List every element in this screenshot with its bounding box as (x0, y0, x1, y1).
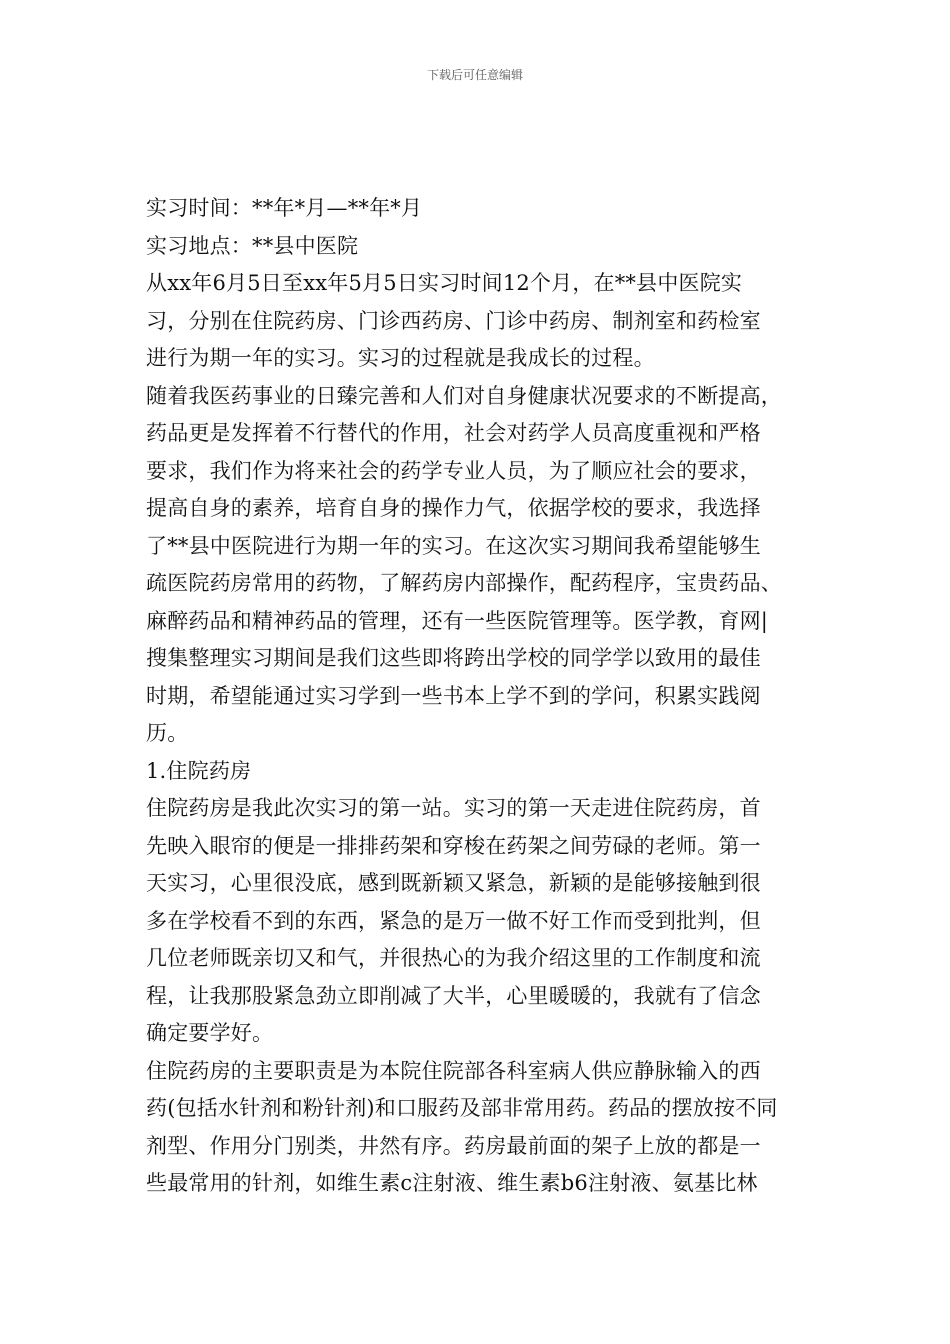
body-line: 搜集整理实习期间是我们这些即将跨出学校的同学学以致用的最佳 (146, 646, 761, 670)
body-line: 历。 (146, 721, 189, 745)
body-line: 提高自身的素养，培育自身的操作力气，依据学校的要求，我选择 (146, 496, 761, 520)
body-line: 要求，我们作为将来社会的药学专业人员，为了顺应社会的要求， (146, 458, 761, 483)
body-line: 剂型、作用分门别类，井然有序。药房最前面的架子上放的都是一 (146, 1133, 761, 1158)
body-line: 实习地点：**县中医院 (146, 233, 359, 258)
body-line: 进行为期一年的实习。实习的过程就是我成长的过程。 (146, 346, 655, 370)
body-line: 天实习，心里很没底，感到既新颖又紧急，新颖的是能够接触到很 (146, 871, 761, 895)
body-line: 疏医院药房常用的药物，了解药房内部操作，配药程序，宝贵药品、 (146, 571, 782, 595)
body-line: 从xx年6月5日至xx年5月5日实习时间12个月，在**县中医院实 (146, 271, 743, 295)
body-line: 习，分别在住院药房、门诊西药房、门诊中药房、制剂室和药检室 (146, 308, 761, 333)
body-line: 了**县中医院进行为期一年的实习。在这次实习期间我希望能够生 (146, 533, 761, 558)
body-line: 实习时间：**年*月—**年*月 (146, 196, 423, 220)
body-line: 多在学校看不到的东西，紧急的是万一做不好工作而受到批判，但 (146, 908, 761, 933)
body-line: 随着我医药事业的日臻完善和人们对自身健康状况要求的不断提高， (146, 383, 782, 408)
body-line: 几位老师既亲切又和气，并很热心的为我介绍这里的工作制度和流 (146, 946, 761, 970)
body-line: 药(包括水针剂和粉针剂)和口服药及部非常用药。药品的摆放按不同 (146, 1096, 778, 1120)
body-line: 麻醉药品和精神药品的管理，还有一些医院管理等。医学教，育网| (146, 608, 769, 633)
body-line: 些最常用的针剂，如维生素c注射液、维生素b6注射液、氨基比林 (146, 1171, 758, 1195)
section-heading: 1.住院药房 (146, 758, 252, 783)
document-body (146, 190, 806, 1203)
body-line: 住院药房是我此次实习的第一站。实习的第一天走进住院药房，首 (146, 796, 761, 820)
body-line: 确定要学好。 (146, 1021, 274, 1045)
body-line: 先映入眼帘的便是一排排药架和穿梭在药架之间劳碌的老师。第一 (146, 833, 761, 858)
body-line: 时期，希望能通过实习学到一些书本上学不到的学问，积累实践阅 (146, 683, 761, 708)
page-header-note: 下载后可任意编辑 (426, 68, 523, 82)
body-line: 药品更是发挥着不行替代的作用，社会对药学人员高度重视和严格 (146, 421, 761, 445)
body-line: 程，让我那股紧急劲立即削减了大半，心里暖暖的，我就有了信念 (146, 983, 761, 1008)
body-line: 住院药房的主要职责是为本院住院部各科室病人供应静脉输入的西 (146, 1058, 761, 1083)
